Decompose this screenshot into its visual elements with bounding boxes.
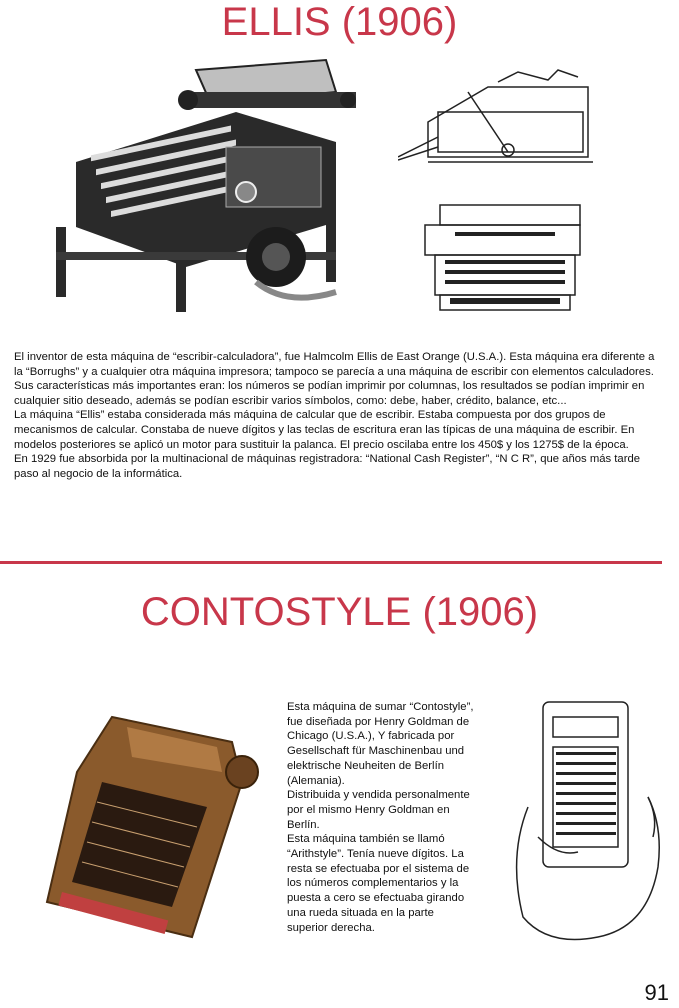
ellis-side-drawing: [398, 62, 608, 172]
ellis-paragraph: Sus características más importantes eran: los números se podían imprimir por columnas, los resultados se podían imprimir en cualquier sitio deseado, además se podían escribir varios símbolos, como: debe, haber, crédito, balance, etc...: [14, 380, 645, 407]
ellis-title: ELLIS (1906): [221, 0, 458, 44]
ellis-paragraph: En 1929 fue absorbida por la multinacional de máquinas registradora: “National Cash Register”, “N C R”, que años más tarde paso al negocio de la informática.: [14, 453, 641, 480]
contostyle-hand-drawing: [508, 697, 668, 947]
ellis-paragraph: La máquina “Ellis” estaba considerada más máquina de calcular que de escribir. Estaba compuesta por dos grupos de mecanismos de calcular. Constaba de nueve dígitos y las teclas de escritura eran las típicas de una máquina de escribir. En modelos posteriores se aplicó un motor para sustituir la palanca. El precio oscilaba entre los 450$ y los 1275$ de la época.: [14, 409, 635, 451]
contostyle-paragraph: Esta máquina también se llamó “Arithstyle”. Tenía nueve dígitos. La resta se efectuaba por el sistema de los números complementarios y la puesta a cero se efectuaba girando una rueda situada en la parte superior derecha.: [287, 833, 470, 934]
ellis-front-drawing: [415, 200, 590, 318]
ellis-paragraph: El inventor de esta máquina de “escribir-calculadora”, fue Halmcolm Ellis de East Orange (U.S.A.). Esta máquina era diferente a la “Borrughs” y a cualquier otra máquina impresora; tampoco se parecía a una máquina de escribir con elementos calculadores.: [14, 351, 655, 378]
ellis-machine-photo: [36, 52, 356, 312]
contostyle-description: [287, 700, 477, 935]
contostyle-paragraph: Esta máquina de sumar “Contostyle”, fue diseñada por Henry Goldman de Chicago (U.S.A.), Y fabricada por Gesellschaft für Maschinenbau und elektrische Neuheiten de Berlín (Alemania).: [287, 701, 474, 787]
contostyle-title: CONTOSTYLE (1906): [140, 590, 539, 634]
section-divider: [0, 561, 662, 564]
contostyle-photo: [42, 712, 262, 942]
contostyle-paragraph: Distribuida y vendida personalmente por el mismo Henry Goldman en Berlín.: [287, 789, 470, 831]
ellis-description: [14, 350, 666, 481]
page-number: 91: [644, 980, 669, 1005]
